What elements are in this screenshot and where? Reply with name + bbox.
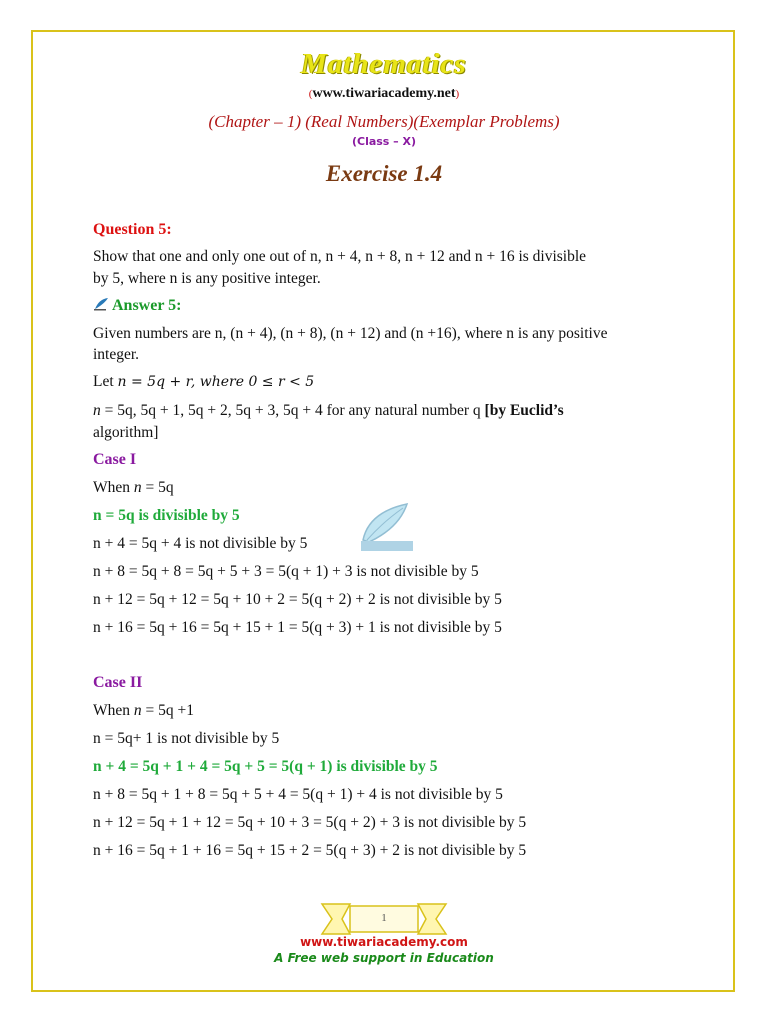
n-values-line — [93, 402, 564, 420]
question-label: Question 5: — [93, 221, 172, 238]
let-equation: n = 5q + r, where 0 ≤ r < 5 — [117, 374, 315, 390]
paren-open: ( — [308, 88, 313, 100]
case-2-when — [93, 702, 194, 720]
let-statement — [93, 373, 314, 391]
question-text-line-1: Show that one and only one out of n, n + 4, n + 8, n + 12 and n + 16 is divisible — [93, 248, 587, 265]
when-value: = 5q +1 — [141, 702, 194, 719]
when-text: When — [93, 479, 134, 496]
case-2-line-5: n + 16 = 5q + 1 + 16 = 5q + 15 + 2 = 5(q + 3) + 2 is not divisible by 5 — [93, 842, 527, 859]
chapter-heading: (Chapter – 1) (Real Numbers)(Exemplar Problems) — [208, 112, 560, 131]
question-text-line-2: by 5, where n is any positive integer. — [93, 270, 321, 287]
case-1-line-2: n + 4 = 5q + 4 is not divisible by 5 — [93, 535, 308, 552]
tiwari-watermark-logo — [355, 500, 415, 552]
case-1-label: Case I — [93, 451, 137, 468]
exercise-heading: Exercise 1.4 — [325, 161, 443, 186]
let-prefix: Let — [93, 373, 114, 390]
case-1-line-5: n + 16 = 5q + 16 = 5q + 15 + 1 = 5(q + 3) + 1 is not divisible by 5 — [93, 619, 502, 636]
case-1-when — [93, 479, 174, 497]
when-text: When — [93, 702, 134, 719]
algorithm-line: algorithm] — [93, 424, 159, 441]
n-variable: n — [133, 479, 142, 496]
case-2-line-2: n + 4 = 5q + 1 + 4 = 5q + 5 = 5(q + 1) is divisible by 5 — [93, 758, 438, 775]
answer-heading — [93, 297, 181, 315]
answer-line-2: integer. — [93, 346, 140, 363]
quill-icon — [93, 297, 109, 311]
case-1-line-1: n = 5q is divisible by 5 — [93, 507, 240, 524]
n-variable: n — [93, 402, 101, 419]
n-values-text: = 5q, 5q + 1, 5q + 2, 5q + 3, 5q + 4 for any natural number q — [100, 402, 485, 419]
case-1-line-4: n + 12 = 5q + 12 = 5q + 10 + 2 = 5(q + 2) + 2 is not divisible by 5 — [93, 591, 502, 608]
answer-label: Answer 5: — [112, 297, 182, 314]
page-number: 1 — [381, 912, 387, 924]
answer-line-1: Given numbers are n, (n + 4), (n + 8), (n + 12) and (n +16), where n is any positive — [93, 325, 608, 342]
case-2-line-1: n = 5q+ 1 is not divisible by 5 — [93, 730, 280, 747]
page-title: Mathematics — [301, 48, 467, 80]
class-label: (Class – X) — [351, 135, 417, 148]
paren-close: ) — [455, 88, 460, 100]
case-2-line-4: n + 12 = 5q + 1 + 12 = 5q + 10 + 3 = 5(q + 2) + 3 is not divisible by 5 — [93, 814, 527, 831]
case-1-line-3: n + 8 = 5q + 8 = 5q + 5 + 3 = 5(q + 1) + 3 is not divisible by 5 — [93, 563, 479, 580]
website-line — [0, 86, 768, 102]
footer-tagline: A Free web support in Education — [274, 951, 494, 965]
n-variable: n — [133, 702, 142, 719]
footer-website-link[interactable]: www.tiwariacademy.com — [300, 935, 468, 949]
website-link[interactable]: www.tiwariacademy.net — [312, 86, 456, 101]
case-2-line-3: n + 8 = 5q + 1 + 8 = 5q + 5 + 4 = 5(q + 1) + 4 is not divisible by 5 — [93, 786, 503, 803]
case-2-label: Case II — [93, 674, 143, 691]
when-value: = 5q — [141, 479, 174, 496]
euclid-reference: [by Euclid’s — [484, 402, 564, 419]
